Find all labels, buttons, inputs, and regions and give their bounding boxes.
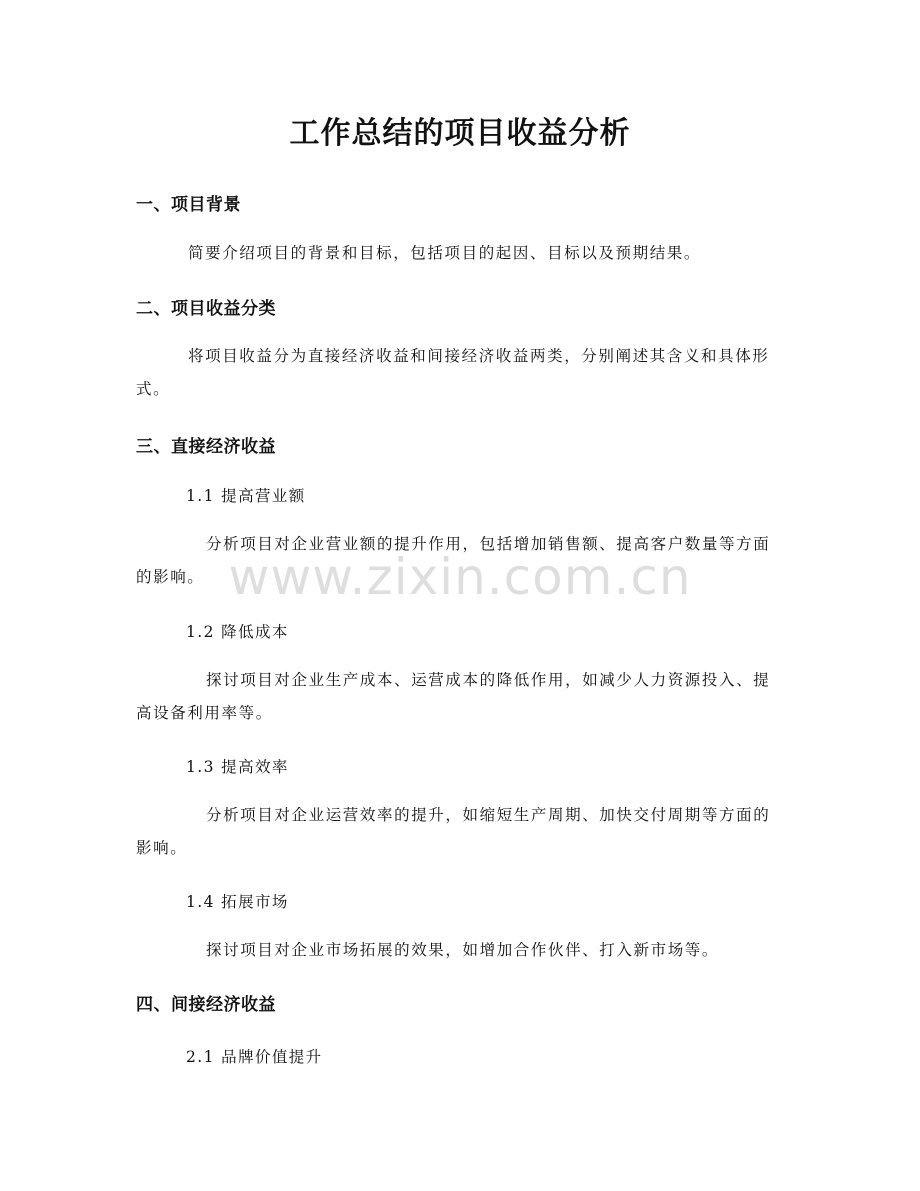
subsection-title-brand: 2.1 品牌价值提升 [186, 1048, 323, 1066]
section-heading-background: 一、项目背景 [136, 195, 241, 215]
section-heading-direct-benefits: 三、直接经济收益 [136, 437, 276, 457]
document-title: 工作总结的项目收益分析 [289, 116, 631, 151]
subsection-title-efficiency: 1.3 提高效率 [186, 758, 289, 776]
subsection-title-cost: 1.2 降低成本 [186, 623, 289, 641]
section-body-classification: 将项目收益分为直接经济收益和间接经济收益两类，分别阐述其含义和具体形式。 [136, 347, 770, 398]
subsection-body-revenue: 分析项目对企业营业额的提升作用，包括增加销售额、提高客户数量等方面的影响。 [136, 535, 771, 586]
subsection-body-efficiency: 分析项目对企业运营效率的提升，如缩短生产周期、加快交付周期等方面的影响。 [136, 806, 771, 857]
subsection-body-cost: 探讨项目对企业生产成本、运营成本的降低作用，如减少人力资源投入、提高设备利用率等。 [136, 671, 771, 722]
section-heading-indirect-benefits: 四、间接经济收益 [136, 995, 276, 1015]
subsection-title-market: 1.4 拓展市场 [186, 893, 289, 911]
subsection-title-revenue: 1.1 提高营业额 [186, 487, 306, 505]
subsection-body-market: 探讨项目对企业市场拓展的效果，如增加合作伙伴、打入新市场等。 [206, 941, 720, 959]
section-body-background: 简要介绍项目的背景和目标，包括项目的起因、目标以及预期结果。 [188, 244, 702, 262]
section-heading-classification: 二、项目收益分类 [136, 299, 276, 319]
watermark: www.zixin.com.cn [228, 548, 692, 606]
